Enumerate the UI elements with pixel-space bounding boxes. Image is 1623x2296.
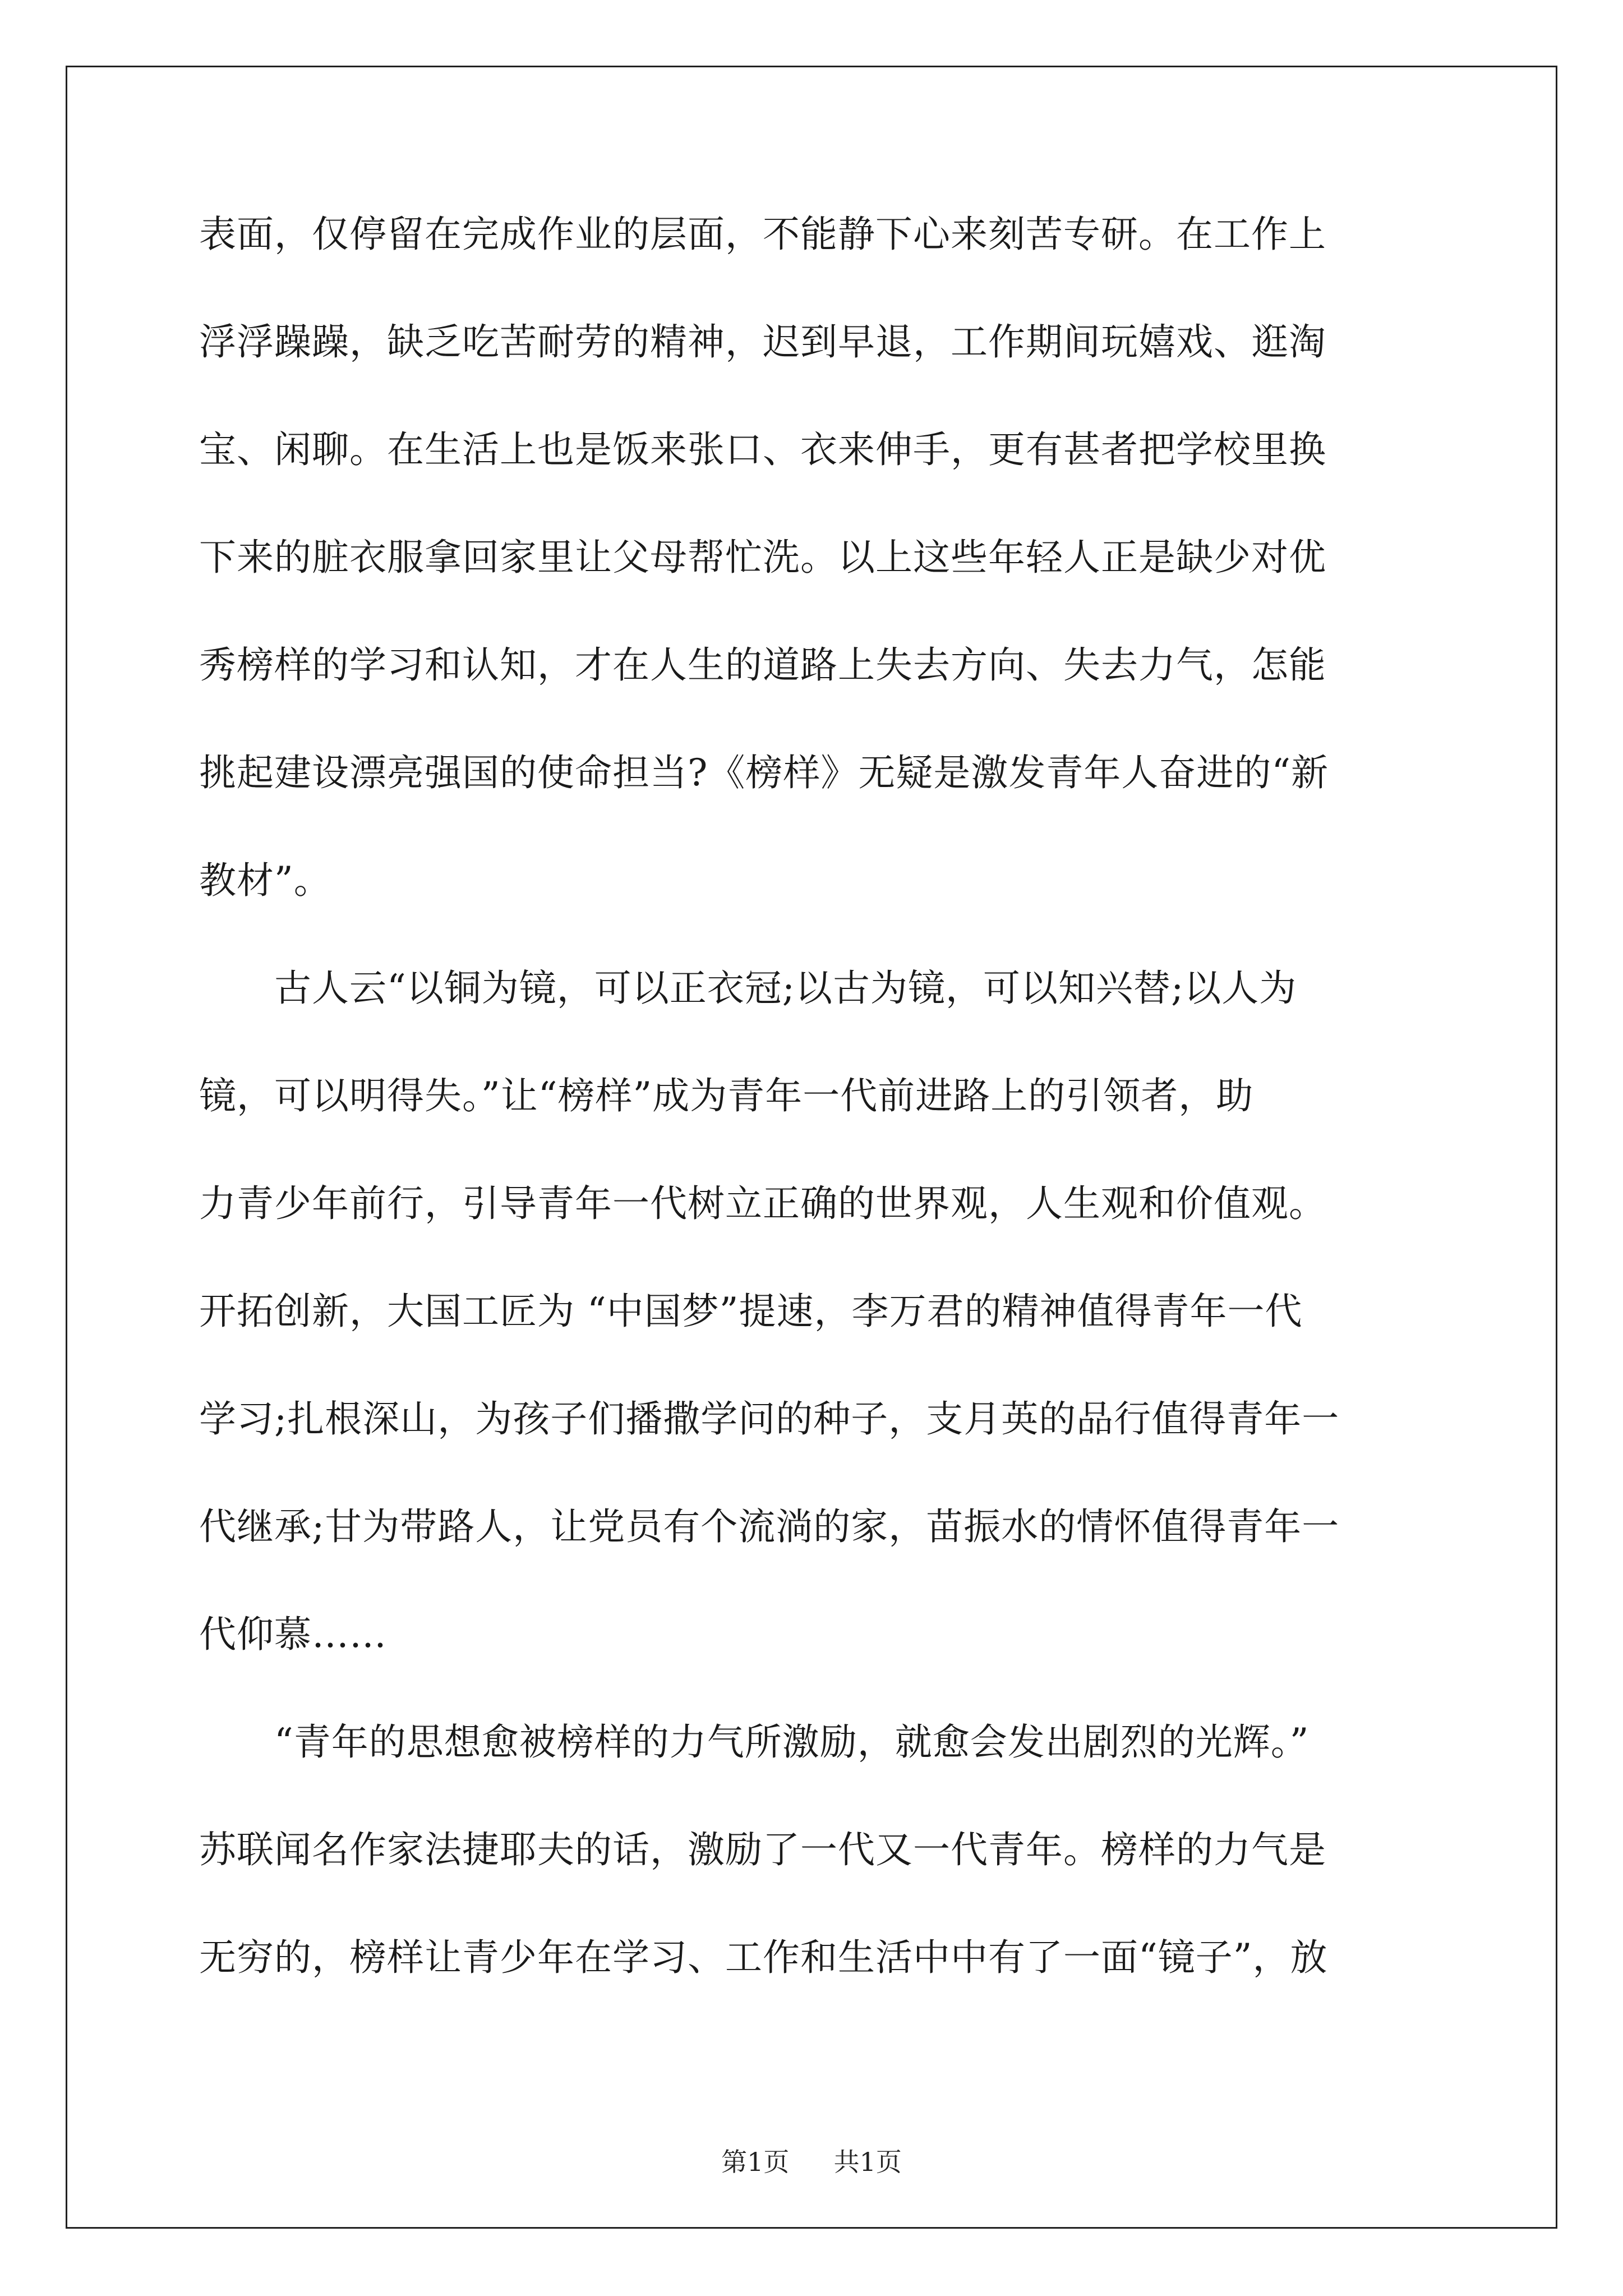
text-line: 表面，仅停留在完成作业的层面，不能静下心来刻苦专研。在工作上 [199, 213, 1326, 256]
text-line: 代继承;甘为带路人，让党员有个流淌的家，苗振水的情怀值得青年一 [199, 1505, 1340, 1548]
text-line: 下来的脏衣服拿回家里让父母帮忙洗。以上这些年轻人正是缺少对优 [199, 536, 1326, 579]
text-line: 力青少年前行，引导青年一代树立正确的世界观，人生观和价值观。 [199, 1182, 1326, 1225]
text-line: 代仰慕…… [199, 1613, 387, 1656]
text-line: 无穷的，榜样让青少年在学习、工作和生活中中有了一面“镜子”，放 [199, 1936, 1328, 1979]
text-line: “青年的思想愈被榜样的力气所激励，就愈会发出剧烈的光辉。” [199, 1720, 1310, 1764]
text-line: 学习;扎根深山，为孩子们播撒学问的种子，支月英的品行值得青年一 [199, 1397, 1340, 1441]
text-line: 宝、闲聊。在生活上也是饭来张口、衣来伸手，更有甚者把学校里换 [199, 428, 1326, 471]
page-footer [0, 2142, 1623, 2179]
text-line: 秀榜样的学习和认知，才在人生的道路上失去方向、失去力气，怎能 [199, 643, 1326, 687]
text-line: 教材”。 [199, 859, 331, 902]
text-line: 浮浮躁躁，缺乏吃苦耐劳的精神，迟到早退，工作期间玩嬉戏、逛淘 [199, 320, 1326, 364]
text-line: 古人云“以铜为镜，可以正衣冠;以古为镜，可以知兴替;以人为 [199, 967, 1297, 1010]
text-line: 挑起建设漂亮强国的使命担当?《榜样》无疑是激发青年人奋进的“新 [199, 751, 1329, 794]
page-total: 共1页 [833, 2147, 902, 2177]
page-number: 第1页 [721, 2147, 790, 2177]
body-text [199, 213, 1438, 2047]
text-line: 苏联闻名作家法捷耶夫的话，激励了一代又一代青年。榜样的力气是 [199, 1828, 1326, 1871]
text-line: 镜，可以明得失。”让“榜样”成为青年一代前进路上的引领者，助 [199, 1074, 1254, 1117]
text-line: 开拓创新，大国工匠为 “中国梦”提速，李万君的精神值得青年一代 [199, 1290, 1303, 1333]
